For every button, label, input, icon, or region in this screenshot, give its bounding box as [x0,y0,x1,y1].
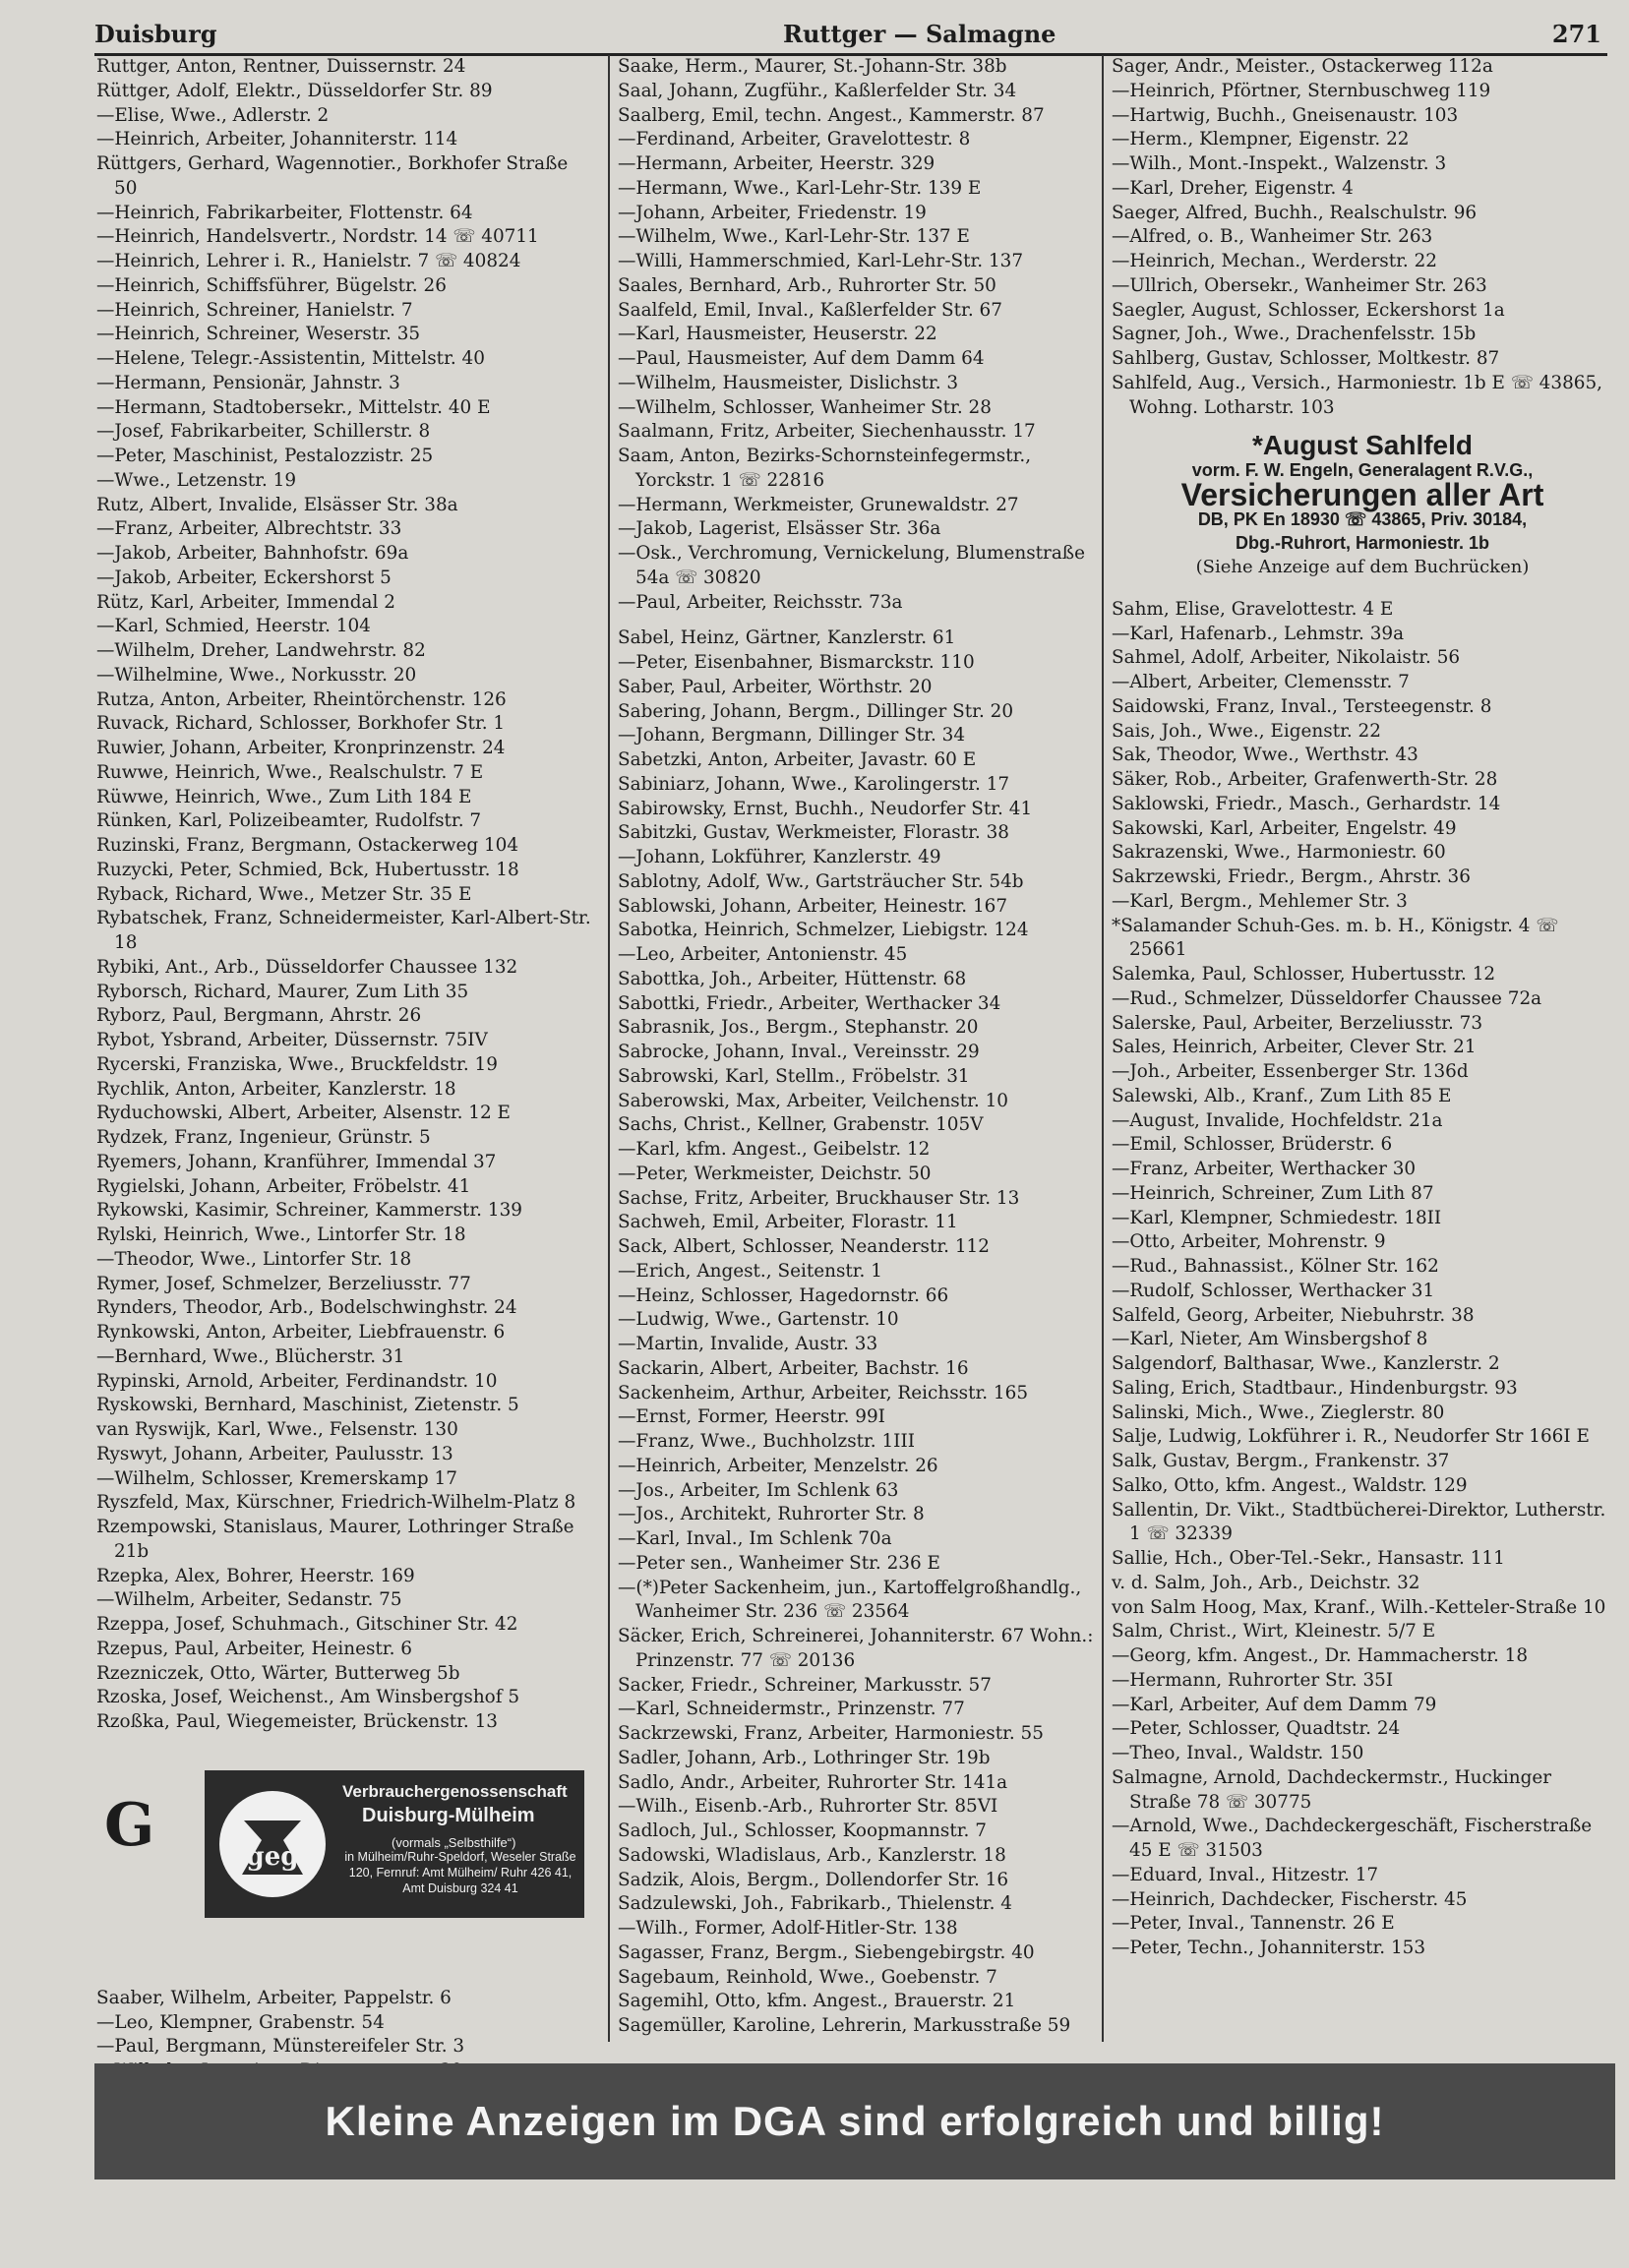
directory-entry: Saalfeld, Emil, Inval., Kaßlerfelder Str. 67 [618,299,1002,321]
directory-entry: —Arnold, Wwe., Dachdeckergeschäft, Fischerstraße 45 E ☏ 31503 [1112,1816,1593,1861]
directory-entry: *Salamander Schuh-Ges. m. b. H., Königstr. 4 ☏ 25661 [1112,915,1559,961]
directory-entry: —Heinrich, Schreiner, Hanielstr. 7 [96,299,413,321]
directory-entry: —Karl, Hausmeister, Heuserstr. 22 [618,324,937,345]
cooperative-former-name: (vormals „Selbsthilfe“) [392,1834,516,1850]
directory-entry: Sallentin, Dr. Vikt., Stadtbücherei-Direktor, Lutherstr. 1 ☏ 32339 [1112,1499,1606,1545]
directory-entry: —Paul, Hausmeister, Auf dem Damm 64 [618,348,985,369]
directory-entry: —Wilhelm, Hausmeister, Dislichstr. 3 [618,372,959,393]
directory-entry: Rybatschek, Franz, Schneidermeister, Karl-Albert-Str. 18 [96,908,591,953]
directory-entry: —Heinrich, Fabrikarbeiter, Flottenstr. 64 [96,202,473,223]
directory-entry: Saegler, August, Schlosser, Eckershorst 1a [1112,299,1505,321]
directory-entry: —Wilhelm, Schlosser, Kremerskamp 17 [96,1467,457,1489]
directory-entry: —Jakob, Arbeiter, Bahnhofstr. 69a [96,543,409,564]
directory-entry: —Peter, Maschinist, Pestalozzistr. 25 [96,446,434,466]
directory-entry: —Helene, Telegr.-Assistentin, Mittelstr. 40 [96,348,485,369]
directory-entry: —Paul, Bergmann, Münstereifeler Str. 3 [96,2036,465,2058]
directory-entry: —Karl, Schneidermstr., Prinzenstr. 77 [618,1699,965,1720]
directory-entry: —Franz, Arbeiter, Albrechtstr. 33 [96,518,402,540]
directory-entry: —Paul, Arbeiter, Reichsstr. 73a [618,591,903,613]
directory-entry: Rynkowski, Anton, Arbeiter, Liebfrauenstr. 6 [96,1322,506,1343]
directory-entry: Sagemihl, Otto, kfm. Angest., Brauerstr. 21 [618,1991,1016,2012]
directory-entry: —Karl, Dreher, Eigenstr. 4 [1112,177,1354,199]
directory-entry: Sabottka, Joh., Arbeiter, Hüttenstr. 68 [618,968,967,989]
directory-entry: —Ullrich, Obersekr., Wanheimer Str. 263 [1112,274,1487,296]
directory-entry: Salewski, Alb., Kranf., Zum Lith 85 E [1112,1085,1452,1106]
directory-entry: Rzepka, Alex, Bohrer, Heerstr. 169 [96,1565,415,1586]
directory-entry: Sagebaum, Reinhold, Wwe., Goebenstr. 7 [618,1966,997,1988]
geg-logo-icon [214,1786,331,1902]
directory-entry: Salje, Ludwig, Lokführer i. R., Neudorfer Str 166I E [1112,1426,1590,1448]
directory-entry: Sadlo, Andr., Arbeiter, Ruhrorter Str. 141a [618,1771,1008,1793]
running-head-city: Duisburg [94,20,217,48]
directory-entry: Ruwwe, Heinrich, Wwe., Realschulstr. 7 E [96,761,484,783]
directory-entry: —Georg, kfm. Angest., Dr. Hammacherstr. 18 [1112,1645,1529,1666]
directory-entry: Rycerski, Franziska, Wwe., Bruckfeldstr. 19 [96,1053,498,1075]
directory-column-2 [618,55,1098,2052]
directory-entry: —Wilh., Eisenb.-Arb., Ruhrorter Str. 85VI [618,1796,998,1818]
directory-entry: —Heinrich, Schreiner, Zum Lith 87 [1112,1182,1434,1204]
directory-entry: Rydzek, Franz, Ingenieur, Grünstr. 5 [96,1127,431,1148]
directory-entry: —Jos., Architekt, Ruhrorter Str. 8 [618,1504,925,1525]
directory-entry: —Alfred, o. B., Wanheimer Str. 263 [1112,226,1433,248]
directory-entry: Sabering, Johann, Bergm., Dillinger Str. 20 [618,700,1014,722]
directory-entry: —Karl, Inval., Im Schlenk 70a [618,1528,892,1549]
directory-entry: Säker, Rob., Arbeiter, Grafenwerth-Str. 28 [1112,769,1498,790]
directory-entry: —Peter, Techn., Johanniterstr. 153 [1112,1938,1426,1958]
directory-entry: —Jakob, Lagerist, Elsässer Str. 36a [618,518,941,540]
directory-entry: —Leo, Klempner, Grabenstr. 54 [96,2011,385,2033]
directory-entry: Ryborz, Paul, Bergmann, Ahrstr. 26 [96,1005,422,1027]
directory-entry: —Karl, kfm. Angest., Geibelstr. 12 [618,1139,931,1160]
directory-entry: —Rud., Schmelzer, Düsseldorfer Chaussee 72a [1112,987,1542,1009]
directory-entry: —Heinrich, Schiffsführer, Bügelstr. 26 [96,274,447,296]
directory-entry: Rzepus, Paul, Arbeiter, Heinestr. 6 [96,1638,412,1659]
directory-entry: —Wilhelm, Wwe., Karl-Lehr-Str. 137 E [618,226,970,248]
directory-entry: Sacker, Friedr., Schreiner, Markusstr. 57 [618,1674,992,1696]
directory-entry: Salk, Gustav, Bergm., Frankenstr. 37 [1112,1451,1450,1471]
directory-entry: Ryemers, Johann, Kranführer, Immendal 37 [96,1151,497,1172]
directory-entry: Ruvack, Richard, Schlosser, Borkhofer Str. 1 [96,713,506,735]
directory-entry: Saal, Johann, Zugführ., Kaßlerfelder Str. 34 [618,80,1017,101]
directory-entry: Ruwier, Johann, Arbeiter, Kronprinzenstr. 24 [96,738,506,758]
directory-entry: Saake, Herm., Maurer, St.-Johann-Str. 38b [618,56,1007,77]
ad-contact-line: DB, PK En 18930 ☏ 43865, Priv. 30184, [1197,508,1528,529]
directory-entry: Sabotka, Heinrich, Schmelzer, Liebigstr. 124 [618,920,1029,941]
directory-entry: Saeger, Alfred, Buchh., Realschulstr. 96 [1112,202,1478,223]
directory-entry: Saberowski, Max, Arbeiter, Veilchenstr. 10 [618,1090,1008,1111]
directory-entry: —Wilhelm, Schlosser, Wanheimer Str. 28 [618,396,992,418]
directory-entry: Rzempowski, Stanislaus, Maurer, Lothringer Straße 21b [96,1517,574,1562]
directory-entry: Rylski, Heinrich, Wwe., Lintorfer Str. 18 [96,1224,466,1245]
directory-entry: —Wilhelm, Arbeiter, Sedanstr. 75 [96,1589,402,1611]
directory-entry: Ryback, Richard, Wwe., Metzer Str. 35 E [96,883,472,905]
directory-entry: —Heinrich, Dachdecker, Fischerstr. 45 [1112,1888,1468,1910]
directory-entry: van Ryswijk, Karl, Wwe., Felsenstr. 130 [96,1419,458,1440]
directory-entry: Sakrzewski, Friedr., Bergm., Ahrstr. 36 [1112,866,1471,887]
directory-entry: —Johann, Arbeiter, Friedenstr. 19 [618,202,927,223]
directory-entry: Ruzinski, Franz, Bergmann, Ostackerweg 104 [96,835,519,856]
directory-entry: Rzoßka, Paul, Wiegemeister, Brückenstr. 13 [96,1711,499,1732]
directory-entry: Sadler, Johann, Arb., Lothringer Str. 19b [618,1747,991,1768]
directory-entry: —Herm., Klempner, Eigenstr. 22 [1112,129,1410,150]
directory-entry: —Johann, Bergmann, Dillinger Str. 34 [618,725,966,746]
directory-entry: —Wilhelm, Dreher, Landwehrstr. 82 [96,640,426,661]
directory-entry: —Peter, Eisenbahner, Bismarckstr. 110 [618,652,975,673]
directory-entry: Sabrocke, Johann, Inval., Vereinsstr. 29 [618,1042,980,1062]
directory-entry: Sabottki, Friedr., Arbeiter, Werthacker 34 [618,992,1001,1014]
directory-entry: —Hermann, Stadtobersekr., Mittelstr. 40 E [96,396,491,418]
directory-entry: Sallie, Hch., Ober-Tel.-Sekr., Hansastr. 111 [1112,1548,1505,1569]
directory-entry: Rzezniczek, Otto, Wärter, Butterweg 5b [96,1662,460,1684]
directory-entry: —Josef, Fabrikarbeiter, Schillerstr. 8 [96,421,431,443]
directory-entry: Sahmel, Adolf, Arbeiter, Nikolaistr. 56 [1112,647,1461,669]
directory-entry: Rychlik, Anton, Arbeiter, Kanzlerstr. 18 [96,1078,456,1100]
directory-entry: —Wwe., Letzenstr. 19 [96,469,297,491]
directory-entry: Säcker, Erich, Schreinerei, Johanniterstr. 67 Wohn.: Prinzenstr. 77 ☏ 20136 [618,1626,1094,1671]
directory-entry: Sagemüller, Karoline, Lehrerin, Markusstraße 59 [618,2015,1071,2036]
directory-entry: —Franz, Arbeiter, Werthacker 30 [1112,1159,1417,1179]
directory-entry: Salgendorf, Balthasar, Wwe., Kanzlerstr. 2 [1112,1353,1500,1374]
directory-entry: Sagasser, Franz, Bergm., Siebengebirgstr. 40 [618,1941,1035,1963]
directory-entry: —Heinrich, Lehrer i. R., Hanielstr. 7 ☏ 40824 [96,251,521,271]
logo-lettering: geg [246,1841,299,1872]
directory-entry: Rutza, Anton, Arbeiter, Rheintörchenstr. 126 [96,688,507,710]
directory-entry: Salerske, Paul, Arbeiter, Berzeliusstr. 73 [1112,1012,1483,1034]
directory-entry: Sabitzki, Gustav, Werkmeister, Florastr. 38 [618,822,1009,844]
directory-entry: Ruzycki, Peter, Schmied, Bck, Hubertusstr. 18 [96,859,519,880]
directory-entry: Sabetzki, Anton, Arbeiter, Javastr. 60 E [618,749,977,770]
directory-entry: —Johann, Lokführer, Kanzlerstr. 49 [618,847,941,867]
directory-entry: —Heinrich, Arbeiter, Johanniterstr. 114 [96,129,458,150]
directory-entry: Sablowski, Johann, Arbeiter, Heinestr. 167 [618,895,1008,917]
directory-entry: —Hermann, Wwe., Karl-Lehr-Str. 139 E [618,177,982,199]
directory-entry: —Willi, Hammerschmied, Karl-Lehr-Str. 137 [618,251,1024,271]
directory-entry: —Erich, Angest., Seitenstr. 1 [618,1260,882,1282]
entry-gap [618,615,1098,627]
directory-entry: Salko, Otto, kfm. Angest., Waldstr. 129 [1112,1474,1468,1496]
directory-entry: —Hartwig, Buchh., Gneisenaustr. 103 [1112,104,1459,126]
directory-entry: Salinski, Mich., Wwe., Zieglerstr. 80 [1112,1402,1445,1423]
directory-entry: —(*)Peter Sackenheim, jun., Kartoffelgroßhandlg., Wanheimer Str. 236 ☏ 23564 [618,1577,1082,1623]
directory-entry: Rynders, Theodor, Arb., Bodelschwinghstr. 24 [96,1297,517,1319]
directory-entry: —Heinrich, Schreiner, Weserstr. 35 [96,324,421,345]
directory-entry: Ryduchowski, Albert, Arbeiter, Alsenstr. 12 E [96,1103,511,1124]
directory-entry: Ryswyt, Johann, Arbeiter, Paulusstr. 13 [96,1443,453,1464]
directory-entry: —Hermann, Ruhrorter Str. 35I [1112,1669,1394,1691]
directory-entry: Rygielski, Johann, Arbeiter, Fröbelstr. 41 [96,1175,471,1197]
directory-entry: Sachs, Christ., Kellner, Grabenstr. 105V [618,1114,984,1136]
directory-entry: —Karl, Nieter, Am Winsbergshof 8 [1112,1329,1428,1350]
directory-entry: —Leo, Arbeiter, Antonienstr. 45 [618,944,908,965]
column-divider [1102,55,1104,2042]
directory-entry: —Karl, Hafenarb., Lehmstr. 39a [1112,623,1405,644]
directory-entry: Sahlberg, Gustav, Schlosser, Moltkestr. 87 [1112,348,1500,369]
directory-entry: Rybiki, Ant., Arb., Düsseldorfer Chaussee 132 [96,956,518,978]
directory-entry: —Rudolf, Schlosser, Werthacker 31 [1112,1280,1435,1301]
directory-entry: —Emil, Schlosser, Brüderstr. 6 [1112,1134,1393,1156]
directory-entry: —Heinrich, Mechan., Werderstr. 22 [1112,251,1437,271]
cooperative-name: Verbrauchergenossenschaft [342,1781,568,1801]
ad-company-name: *August Sahlfeld [1251,430,1473,461]
directory-entry: Salfeld, Georg, Arbeiter, Niebuhrstr. 38 [1112,1304,1475,1326]
directory-entry: —Peter, Inval., Tannenstr. 26 E [1112,1913,1395,1935]
directory-entry: Sager, Andr., Meister., Ostackerweg 112a [1112,56,1493,77]
directory-entry: Sais, Joh., Wwe., Eigenstr. 22 [1112,720,1381,742]
directory-entry: Sakowski, Karl, Arbeiter, Engelstr. 49 [1112,817,1457,839]
sahlfeld-advertisement [1112,430,1613,580]
directory-entry: —Osk., Verchromung, Vernickelung, Blumenstraße 54a ☏ 30820 [618,543,1085,588]
directory-entry: Salm, Christ., Wirt, Kleinestr. 5/7 E [1112,1621,1436,1642]
directory-entry: —Theodor, Wwe., Lintorfer Str. 18 [96,1248,412,1270]
directory-entry: Ryskowski, Bernhard, Maschinist, Zietenstr. 5 [96,1395,519,1416]
directory-entry: Rütz, Karl, Arbeiter, Immendal 2 [96,591,395,613]
directory-entry: —Heinz, Schlosser, Hagedornstr. 66 [618,1284,949,1306]
directory-entry: Sabiniarz, Johann, Wwe., Karolingerstr. 17 [618,773,1010,795]
directory-entry: Rutz, Albert, Invalide, Elsässer Str. 38a [96,494,458,515]
directory-entry: Sack, Albert, Schlosser, Neanderstr. 112 [618,1236,990,1257]
directory-entry: Ruttger, Anton, Rentner, Duissernstr. 24 [96,56,466,77]
directory-entry: —August, Invalide, Hochfeldstr. 21a [1112,1109,1443,1131]
directory-entry: Sahm, Elise, Gravelottestr. 4 E [1112,598,1394,620]
directory-entry: —Wilh., Mont.-Inspekt., Walzenstr. 3 [1112,153,1447,174]
directory-entry: Sabirowsky, Ernst, Buchh., Neudorfer Str. 41 [618,798,1033,819]
directory-entry: —Hermann, Werkmeister, Grunewaldstr. 27 [618,494,1019,515]
ad-note: (Siehe Anzeige auf dem Buchrücken) [1195,557,1530,577]
directory-entry: Rykowski, Kasimir, Schreiner, Kammerstr. 139 [96,1200,522,1222]
page-header [94,14,1607,56]
directory-entry: Rzeppa, Josef, Schuhmach., Gitschiner Str. 42 [96,1614,518,1635]
directory-entry: Sablotny, Adolf, Ww., Gartsträucher Str. 54b [618,870,1024,892]
directory-entry: —Jakob, Arbeiter, Eckershorst 5 [96,567,392,588]
directory-entry: Saalberg, Emil, techn. Angest., Kammerstr. 87 [618,104,1045,126]
directory-entry: Sachse, Fritz, Arbeiter, Bruckhauser Str. 13 [618,1187,1020,1209]
directory-entry: —Peter sen., Wanheimer Str. 236 E [618,1552,940,1574]
directory-entry: Sabrowski, Karl, Stellm., Fröbelstr. 31 [618,1065,970,1087]
directory-entry: —Ferdinand, Arbeiter, Gravelottestr. 8 [618,129,971,150]
directory-entry: —Wilhelmine, Wwe., Norkusstr. 20 [96,664,417,686]
directory-entry: Saber, Paul, Arbeiter, Wörthstr. 20 [618,676,933,697]
ad-address-line: Dbg.-Ruhrort, Harmoniestr. 1b [1235,533,1490,554]
directory-entry: Sakrazenski, Wwe., Harmoniestr. 60 [1112,842,1446,864]
directory-entry: —Jos., Arbeiter, Im Schlenk 63 [618,1479,899,1501]
directory-entry: —Hermann, Arbeiter, Heerstr. 329 [618,153,935,174]
directory-entry: Rypinski, Arnold, Arbeiter, Ferdinandstr. 10 [96,1370,498,1392]
directory-entry: —Karl, Arbeiter, Auf dem Damm 79 [1112,1694,1437,1715]
directory-entry: Saling, Erich, Stadtbaur., Hindenburgstr. 93 [1112,1377,1518,1399]
directory-entry: Saales, Bernhard, Arb., Ruhrorter Str. 50 [618,274,996,296]
directory-entry: —Heinrich, Pförtner, Sternbuschweg 119 [1112,80,1491,101]
directory-entry: —Albert, Arbeiter, Clemensstr. 7 [1112,672,1410,692]
directory-entry: —Rud., Bahnassist., Kölner Str. 162 [1112,1256,1439,1277]
directory-entry: Salemka, Paul, Schlosser, Hubertusstr. 12 [1112,964,1496,985]
directory-entry: Rymer, Josef, Schmelzer, Berzeliusstr. 77 [96,1273,471,1294]
directory-entry: —Ludwig, Wwe., Gartenstr. 10 [618,1309,899,1331]
directory-entry: Rzoska, Josef, Weichenst., Am Winsbergshof 5 [96,1687,520,1708]
directory-entry: Saklowski, Friedr., Masch., Gerhardstr. 14 [1112,793,1501,814]
directory-entry: —Eduard, Inval., Hitzestr. 17 [1112,1864,1379,1885]
directory-entry: —Karl, Bergm., Mehlemer Str. 3 [1112,890,1408,912]
directory-entry: —Franz, Wwe., Buchholzstr. 1III [618,1431,915,1452]
ad-agent-line: vorm. F. W. Engeln, Generalagent R.V.G., [1191,460,1534,480]
cooperative-city: Duisburg-Mülheim [362,1804,535,1826]
directory-entry: v. d. Salm, Joh., Arb., Deichstr. 32 [1112,1572,1420,1593]
directory-entry: —Peter, Werkmeister, Deichstr. 50 [618,1163,932,1184]
directory-entry: —Wilh., Former, Adolf-Hitler-Str. 138 [618,1918,958,1939]
directory-entry: Sagner, Joh., Wwe., Drachenfelsstr. 15b [1112,324,1477,345]
directory-entry: Sackarin, Albert, Arbeiter, Bachstr. 16 [618,1357,969,1379]
directory-entry: Sales, Heinrich, Arbeiter, Clever Str. 21 [1112,1037,1477,1058]
directory-column-1 [96,55,596,2058]
directory-entry: —Karl, Klempner, Schmiedestr. 18II [1112,1207,1442,1228]
directory-entry: Ryszfeld, Max, Kürschner, Friedrich-Wilhelm-Platz 8 [96,1492,576,1514]
directory-entry: von Salm Hoog, Max, Kranf., Wilh.-Ketteler-Straße 10 [1112,1596,1606,1618]
banner-text: Kleine Anzeigen im DGA sind erfolgreich und billig! [325,2098,1385,2144]
directory-entry: Sachweh, Emil, Arbeiter, Florastr. 11 [618,1212,958,1233]
directory-entry: Rüwwe, Heinrich, Wwe., Zum Lith 184 E [96,786,472,807]
classified-ads-banner [94,2063,1615,2179]
directory-entry: Sahlfeld, Aug., Versich., Harmoniestr. 1b E ☏ 43865, Wohng. Lotharstr. 103 [1112,372,1603,418]
directory-entry: Saam, Anton, Bezirks-Schornsteinfegermstr., Yorckstr. 1 ☏ 22816 [618,446,1032,491]
directory-entry: Sackrzewski, Franz, Arbeiter, Harmoniestr. 55 [618,1723,1044,1744]
directory-entry: —Hermann, Pensionär, Jahnstr. 3 [96,372,400,393]
directory-entry: Salmagne, Arnold, Dachdeckermstr., Huckinger Straße 78 ☏ 30775 [1112,1766,1552,1813]
directory-entry: Saidowski, Franz, Inval., Tersteegenstr. 8 [1112,695,1492,717]
directory-entry: Rünken, Karl, Polizeibeamter, Rudolfstr. 7 [96,810,482,832]
directory-entry: —Otto, Arbeiter, Mohrenstr. 9 [1112,1231,1386,1253]
directory-entry: Sadzulewski, Joh., Fabrikarb., Thielenstr. 4 [618,1893,1012,1915]
cooperative-advertisement [96,1753,596,1959]
directory-entry: —Karl, Schmied, Heerstr. 104 [96,616,371,637]
directory-entry: Sadloch, Jul., Schlosser, Koopmannstr. 7 [618,1820,987,1841]
directory-entry: —Bernhard, Wwe., Blücherstr. 31 [96,1345,405,1367]
page-number: 271 [1551,20,1601,48]
directory-entry: Saalmann, Fritz, Arbeiter, Siechenhausstr. 17 [618,421,1036,443]
directory-entry: Sadowski, Wladislaus, Arb., Kanzlerstr. 18 [618,1844,1006,1866]
running-head-range: Ruttger — Salmagne [783,20,1056,48]
directory-entry: Sabel, Heinz, Gärtner, Kanzlerstr. 61 [618,627,956,649]
directory-entry: Sabrasnik, Jos., Bergm., Stephanstr. 20 [618,1017,979,1039]
directory-entry: —Joh., Arbeiter, Essenberger Str. 136d [1112,1061,1469,1082]
directory-entry: —Theo, Inval., Waldstr. 150 [1112,1743,1364,1763]
directory-entry: —Ernst, Former, Heerstr. 99I [618,1406,885,1428]
directory-entry: Rybot, Ysbrand, Arbeiter, Düssernstr. 75IV [96,1030,488,1050]
directory-entry: Sackenheim, Arthur, Arbeiter, Reichsstr. 165 [618,1382,1029,1403]
cooperative-address: in Mülheim/Ruhr-Speldorf, Weseler Straße 120, Fernruf: Amt Mülheim/ Ruhr 426 41, Amt Duisburg 324 41 [344,1849,576,1895]
directory-entry: Rüttger, Adolf, Elektr., Düsseldorfer Str. 89 [96,80,493,101]
directory-entry: Sak, Theodor, Wwe., Werthstr. 43 [1112,745,1418,766]
directory-entry: —Heinrich, Arbeiter, Menzelstr. 26 [618,1455,938,1476]
cooperative-ad-panel [205,1770,584,1918]
directory-entry: Rüttgers, Gerhard, Wagennotier., Borkhofer Straße 50 [96,153,569,199]
directory-column-3 [1112,55,1613,2052]
ad-headline: Versicherungen aller Art [1180,476,1544,512]
directory-entry: Sadzik, Alois, Bergm., Dollendorfer Str. 16 [618,1869,1009,1890]
section-initial-letter: G [104,1790,155,1860]
directory-entry: —Heinrich, Handelsvertr., Nordstr. 14 ☏ 40711 [96,226,539,248]
directory-entry: Saaber, Wilhelm, Arbeiter, Pappelstr. 6 [96,1987,452,2008]
column-divider [608,55,610,2042]
directory-entry: —Elise, Wwe., Adlerstr. 2 [96,104,330,126]
directory-entry: —Peter, Schlosser, Quadtstr. 24 [1112,1718,1401,1740]
directory-entry: Ryborsch, Richard, Maurer, Zum Lith 35 [96,981,469,1002]
directory-entry: —Martin, Invalide, Austr. 33 [618,1334,878,1354]
